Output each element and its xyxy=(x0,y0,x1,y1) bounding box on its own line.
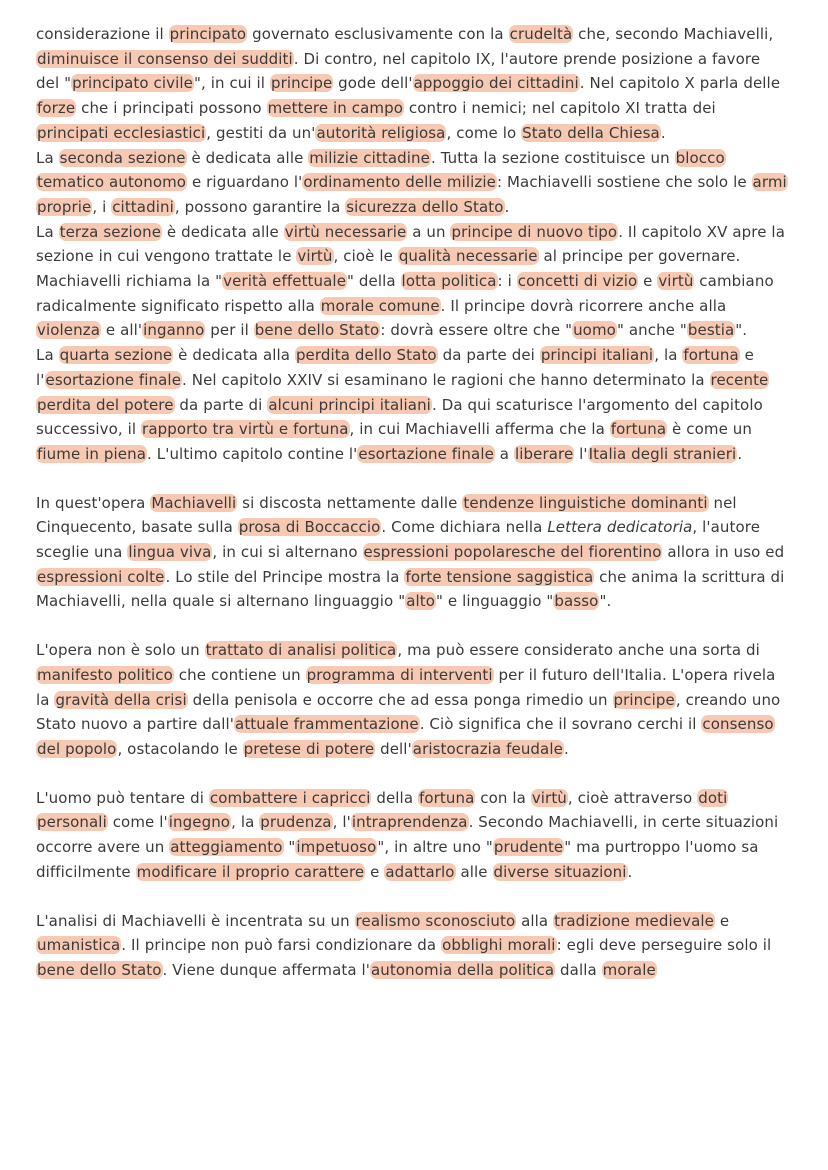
highlighted-term: diverse situazioni xyxy=(493,862,627,881)
highlighted-term: mettere in campo xyxy=(267,99,404,118)
text-run: , la xyxy=(654,346,683,365)
highlighted-term: terza sezione xyxy=(59,222,162,241)
text-run: " della xyxy=(347,272,401,291)
text-run: nel Cinquecento, basate sulla xyxy=(36,493,737,537)
text-run: è dedicata alle xyxy=(162,222,284,241)
highlighted-term: esortazione finale xyxy=(358,444,494,463)
text-run: . Secondo Machiavelli, in certe situazioni occorre avere un xyxy=(36,813,779,857)
paragraph-8 xyxy=(36,909,788,983)
text-run: è come un xyxy=(667,420,752,439)
text-run: della penisola e occorre che ad essa ponga rimedio un xyxy=(187,690,613,709)
highlighted-term: blocco tematico autonomo xyxy=(37,148,725,192)
text-run: , gestiti da un' xyxy=(206,123,316,142)
paragraph-3 xyxy=(36,220,788,344)
highlighted-term: tendenze linguistiche dominanti xyxy=(463,493,708,512)
text-run: , possono garantire la xyxy=(174,197,346,216)
text-run: è dedicata alla xyxy=(173,346,295,365)
highlighted-term: verità effettuale xyxy=(223,272,347,291)
paragraph-1 xyxy=(36,22,788,146)
text-run: : egli deve perseguire solo il xyxy=(556,936,772,955)
highlighted-term: prudenza xyxy=(260,813,332,832)
highlighted-term: Machiavelli xyxy=(151,493,237,512)
highlighted-term: gravità della crisi xyxy=(55,690,187,709)
highlighted-term: bene dello Stato xyxy=(254,321,380,340)
highlighted-term: principe xyxy=(613,690,675,709)
text-run: " e linguaggio " xyxy=(436,592,554,611)
text-run: , come lo xyxy=(446,123,522,142)
highlighted-term: perdita dello Stato xyxy=(295,346,437,365)
text-run: . Di contro, nel capitolo IX, l'autore prende posizione a favore del " xyxy=(36,49,761,93)
text-run: . Da qui scaturisce l'argomento del capitolo successivo, il xyxy=(36,395,763,439)
highlighted-term: impetuoso xyxy=(296,838,377,857)
text-run: . Viene dunque affermata l' xyxy=(162,960,370,979)
text-run: , ma può essere considerato anche una sorta di xyxy=(397,641,760,660)
highlighted-term: virtù xyxy=(531,788,567,807)
highlighted-term: espressioni popolaresche del fiorentino xyxy=(363,543,662,562)
highlighted-term: aristocrazia feudale xyxy=(412,739,563,758)
text-run: che contiene un xyxy=(173,665,306,684)
highlighted-term: attuale frammentazione xyxy=(235,715,419,734)
text-run: ". xyxy=(599,592,612,611)
text-run: e xyxy=(638,272,658,291)
text-run: . Nel capitolo XXIV si esaminano le ragioni che hanno determinato la xyxy=(182,370,710,389)
highlighted-term: ordinamento delle milizie xyxy=(303,173,496,192)
text-run: . Il capitolo XV apre la sezione in cui vengono trattate le xyxy=(36,222,785,266)
text-run: a xyxy=(494,444,514,463)
highlighted-term: basso xyxy=(554,592,599,611)
highlighted-term: cittadini xyxy=(112,197,174,216)
text-run: La xyxy=(36,222,59,241)
text-run: con la xyxy=(475,788,531,807)
paragraph-gap xyxy=(36,467,788,491)
highlighted-term: fortuna xyxy=(683,346,739,365)
highlighted-term: virtù xyxy=(297,247,333,266)
text-run: e l' xyxy=(36,346,754,389)
text-run: . xyxy=(563,739,569,758)
text-run: : Machiavelli sostiene che solo le xyxy=(496,173,752,192)
highlighted-term: bene dello Stato xyxy=(37,960,162,979)
text-run: ". xyxy=(735,321,748,340)
highlighted-term: principato xyxy=(169,25,247,43)
highlighted-term: concetti di vizio xyxy=(517,272,638,291)
highlighted-term: principati ecclesiastici xyxy=(37,123,206,142)
text-run: e xyxy=(365,862,385,881)
text-run: . xyxy=(627,862,633,881)
text-run: come l' xyxy=(107,813,168,832)
highlighted-term: programma di interventi xyxy=(306,665,493,684)
highlighted-term: principe xyxy=(270,74,333,93)
highlighted-term: atteggiamento xyxy=(170,838,283,857)
text-run: . Tutta la sezione costituisce un xyxy=(430,148,675,167)
highlighted-term: diminuisce il consenso dei sudditi xyxy=(37,49,293,68)
text-run: alla xyxy=(516,911,554,930)
highlighted-term: inganno xyxy=(143,321,205,340)
text-run: : i xyxy=(497,272,517,291)
text-run: è dedicata alle xyxy=(186,148,309,167)
text-run: , l'autore sceglie una xyxy=(36,518,761,562)
text-run: contro i nemici; nel capitolo XI tratta dei xyxy=(404,99,716,118)
highlighted-term: morale xyxy=(602,960,656,979)
text-run: : dovrà essere oltre che " xyxy=(380,321,573,340)
highlighted-term: manifesto politico xyxy=(37,665,173,684)
text-run: . Lo stile del Principe mostra la xyxy=(165,567,405,586)
text-run: L'analisi di Machiavelli è incentrata su un xyxy=(36,911,355,930)
highlighted-term: forte tensione saggistica xyxy=(405,567,594,586)
text-run: da parte di xyxy=(174,395,268,414)
highlighted-term: morale comune xyxy=(320,296,440,315)
text-run: che anima la scrittura di Machiavelli, nella quale si alternano linguaggio " xyxy=(36,567,785,611)
text-run: " anche " xyxy=(616,321,687,340)
italic-title: Lettera dedicatoria xyxy=(547,518,693,537)
text-run: , i xyxy=(92,197,112,216)
highlighted-term: autonomia della politica xyxy=(371,960,555,979)
text-run: , cioè le xyxy=(333,247,398,266)
text-run: . xyxy=(504,197,510,216)
text-run: governato esclusivamente con la xyxy=(247,25,509,43)
highlighted-term: violenza xyxy=(37,321,100,340)
paragraph-gap xyxy=(36,614,788,638)
highlighted-term: appoggio dei cittadini xyxy=(413,74,579,93)
highlighted-term: ingegno xyxy=(168,813,231,832)
text-run: al principe per governare. Machiavelli richiama la " xyxy=(36,247,741,291)
text-run: . L'ultimo capitolo contine l' xyxy=(147,444,358,463)
text-run: ", in cui il xyxy=(193,74,270,93)
highlighted-term: autorità religiosa xyxy=(316,123,446,142)
highlighted-term: pretese di potere xyxy=(243,739,375,758)
highlighted-term: tradizione medievale xyxy=(554,911,714,930)
highlighted-term: rapporto tra virtù e fortuna xyxy=(142,420,349,439)
text-run: , creando uno Stato nuovo a partire dall' xyxy=(36,690,781,734)
text-run: In quest'opera xyxy=(36,493,151,512)
highlighted-term: principi italiani xyxy=(540,346,654,365)
highlighted-term: virtù xyxy=(658,272,694,291)
text-run: per il futuro dell'Italia. L'opera rivela la xyxy=(36,665,776,709)
paragraph-4 xyxy=(36,343,788,467)
highlighted-term: virtù necessarie xyxy=(284,222,407,241)
highlighted-term: liberare xyxy=(514,444,574,463)
highlighted-term: Stato della Chiesa xyxy=(522,123,660,142)
text-run: alle xyxy=(455,862,493,881)
text-run: . Nel capitolo X parla delle xyxy=(579,74,781,93)
highlighted-term: prosa di Boccaccio xyxy=(238,518,381,537)
text-run: dalla xyxy=(555,960,602,979)
text-run: dell' xyxy=(375,739,412,758)
text-run: , l' xyxy=(332,813,351,832)
highlighted-term: modificare il proprio carattere xyxy=(136,862,365,881)
highlighted-term: quarta sezione xyxy=(59,346,173,365)
highlighted-term: alto xyxy=(406,592,436,611)
highlighted-term: lingua viva xyxy=(128,543,212,562)
text-run: L'uomo può tentare di xyxy=(36,788,209,807)
highlighted-term: alcuni principi italiani xyxy=(268,395,431,414)
text-run: , la xyxy=(231,813,260,832)
paragraph-2 xyxy=(36,146,788,220)
highlighted-term: umanistica xyxy=(37,936,121,955)
highlighted-term: armi proprie xyxy=(37,173,787,216)
text-run: " ma purtroppo l'uomo sa difficilmente xyxy=(36,838,759,881)
text-run: . xyxy=(660,123,666,142)
highlighted-term: principe di nuovo tipo xyxy=(451,222,618,241)
text-run: gode dell' xyxy=(333,74,413,93)
text-run: . Come dichiara nella xyxy=(381,518,548,537)
highlighted-term: obblighi morali xyxy=(442,936,556,955)
highlighted-term: Italia degli stranieri xyxy=(588,444,737,463)
highlighted-term: realismo sconosciuto xyxy=(355,911,516,930)
highlighted-term: doti personali xyxy=(37,788,728,832)
highlighted-term: qualità necessarie xyxy=(398,247,538,266)
highlighted-term: fortuna xyxy=(418,788,475,807)
highlighted-term: trattato di analisi politica xyxy=(205,641,397,660)
highlighted-term: fortuna xyxy=(610,420,667,439)
highlighted-term: adattarlo xyxy=(385,862,455,881)
text-run: l' xyxy=(574,444,588,463)
text-run: allora in uso ed xyxy=(662,543,785,562)
highlighted-term: esortazione finale xyxy=(45,370,182,389)
text-run: La xyxy=(36,148,59,167)
text-run: e xyxy=(714,911,730,930)
text-run: , cioè attraverso xyxy=(567,788,698,807)
text-run: a un xyxy=(407,222,451,241)
highlighted-term: crudeltà xyxy=(509,25,573,43)
highlighted-term: milizie cittadine xyxy=(309,148,430,167)
highlighted-term: forze xyxy=(37,99,76,118)
text-run: , in cui si alternano xyxy=(212,543,363,562)
highlighted-term: fiume in piena xyxy=(37,444,147,463)
highlighted-term: recente perdita del potere xyxy=(37,370,769,414)
highlighted-term: combattere i capricci xyxy=(209,788,371,807)
text-run: e all' xyxy=(101,321,143,340)
paragraph-gap xyxy=(36,885,788,909)
text-run: che, secondo Machiavelli, xyxy=(573,25,774,43)
highlighted-term: seconda sezione xyxy=(59,148,186,167)
highlighted-term: prudente xyxy=(493,838,564,857)
paragraph-gap xyxy=(36,762,788,786)
text-run: " xyxy=(283,838,296,857)
text-run: L'opera non è solo un xyxy=(36,641,205,660)
highlighted-term: sicurezza dello Stato xyxy=(346,197,504,216)
text-run: considerazione il xyxy=(36,25,169,43)
text-run: . Il principe non può farsi condizionare da xyxy=(121,936,442,955)
paragraph-5 xyxy=(36,491,788,615)
text-run: cambiano radicalmente significato rispetto alla xyxy=(36,272,774,315)
text-run: per il xyxy=(205,321,254,340)
text-run: , in cui Machiavelli afferma che la xyxy=(349,420,610,439)
text-run: e riguardano l' xyxy=(187,173,303,192)
text-run: da parte dei xyxy=(437,346,540,365)
paragraph-7 xyxy=(36,786,788,885)
highlighted-term: consenso del popolo xyxy=(37,715,774,758)
highlighted-term: uomo xyxy=(573,321,616,340)
text-run: ", in altre uno " xyxy=(377,838,493,857)
text-run: . xyxy=(737,444,743,463)
text-run: che i principati possono xyxy=(76,99,267,118)
highlighted-term: espressioni colte xyxy=(37,567,165,586)
text-run: La xyxy=(36,346,59,365)
text-run: , ostacolando le xyxy=(117,739,243,758)
text-run: si discosta nettamente dalle xyxy=(237,493,463,512)
highlighted-term: bestia xyxy=(687,321,735,340)
text-run: . Il principe dovrà ricorrere anche alla xyxy=(440,296,727,315)
highlighted-term: intraprendenza xyxy=(351,813,468,832)
highlighted-term: principato civile xyxy=(72,74,193,93)
text-run: della xyxy=(371,788,418,807)
highlighted-term: lotta politica xyxy=(401,272,497,291)
text-run: . Ciò significa che il sovrano cerchi il xyxy=(419,715,702,734)
paragraph-6 xyxy=(36,638,788,762)
